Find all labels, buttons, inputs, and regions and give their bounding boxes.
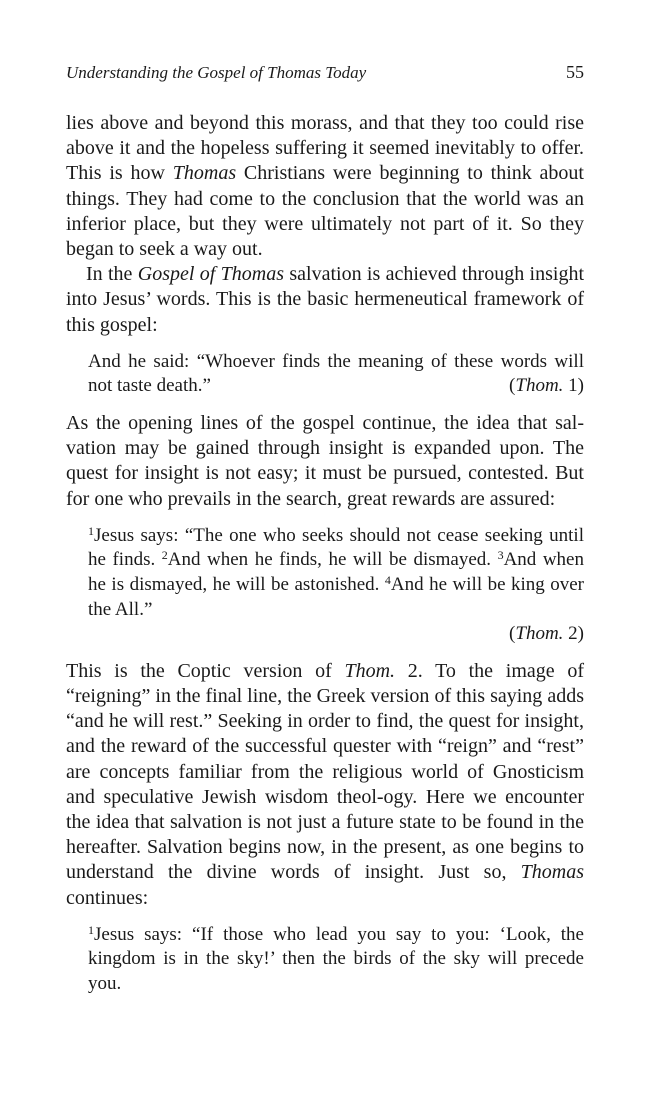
- verse-number: 4: [384, 573, 391, 588]
- italic-text: Thom.: [344, 659, 396, 682]
- paragraph-1: [66, 111, 584, 262]
- citation: (Thom. 1): [509, 375, 584, 397]
- paragraph-text: salvation is achieved through insight into Jesus’ words. This is the basic hermeneutical framework of this gospel:: [66, 263, 585, 336]
- running-title: Understanding the Gospel of Thomas Today: [66, 63, 367, 82]
- verse-number: 1: [88, 523, 94, 538]
- quote-text: And when he finds, he will be dismayed.: [167, 549, 498, 571]
- paragraph-text: This is the Coptic version of: [66, 659, 345, 682]
- page-number: 55: [566, 62, 584, 82]
- quote-text: Jesus says: “The one who seeks should not cease seeking until he finds.: [88, 524, 584, 571]
- verse-number: 1: [88, 922, 94, 937]
- verse-number: 2: [161, 548, 168, 563]
- quote-text: And he will be king over the All.”: [88, 574, 585, 620]
- paragraph-text: continues:: [66, 886, 149, 909]
- italic-text: Thomas: [520, 861, 584, 884]
- italic-text: Gospel of Thomas: [137, 263, 285, 286]
- page-body: [66, 111, 584, 1009]
- quote-text: And when he is dismayed, he will be astonished.: [88, 549, 584, 596]
- citation: (Thom. 2): [509, 623, 584, 645]
- quote-text: And he said: “Whoever finds the meaning of these words will not taste death.”: [88, 350, 584, 397]
- paragraph-2: [66, 262, 584, 338]
- paragraph-4: [66, 659, 584, 911]
- block-quote-2: [88, 524, 584, 647]
- quote-text: Jesus says: “If those who lead you say to you: ‘Look, the kingdom is in the sky!’ then the birds of the sky will precede you.: [88, 923, 584, 995]
- paragraph-3: As the opening lines of the gospel continue, the idea that sal-vation may be gained through insight is expanded upon. The quest for insight is not easy; it must be pursued, contested. But for one who prevails in the search, great rewards are assured:: [66, 412, 584, 510]
- paragraph-text: Christians were beginning to think about things. They had come to the conclusion that the world was an inferior place, but they were ultimately not part of it. So they began to seek a way out.: [66, 162, 584, 261]
- paragraph-text: 2. To the image of “reigning” in the final line, the Greek version of this saying adds “and he will rest.” Seeking in order to find, the quest for insight, and the reward of the successful quester with “reign” and “rest” are concepts familiar from the religious world of Gnosticism and speculative Jewish wisdom theol-ogy. Here we encounter the idea that salvation is not just a future state to be found in the hereafter. Salvation begins now, in the present, as one begins to understand the divine words of insight. Just so,: [66, 659, 584, 884]
- block-quote-3: [88, 923, 584, 997]
- paragraph-text: lies above and beyond this morass, and that they too could rise above it and the hopeless suffering it seemed inevitably to offer. This is how: [66, 112, 584, 185]
- italic-text: Thomas: [172, 162, 237, 185]
- block-quote-1: [88, 350, 584, 399]
- running-head: [66, 62, 584, 83]
- paragraph-text: In the: [86, 263, 138, 286]
- verse-number: 3: [497, 548, 504, 563]
